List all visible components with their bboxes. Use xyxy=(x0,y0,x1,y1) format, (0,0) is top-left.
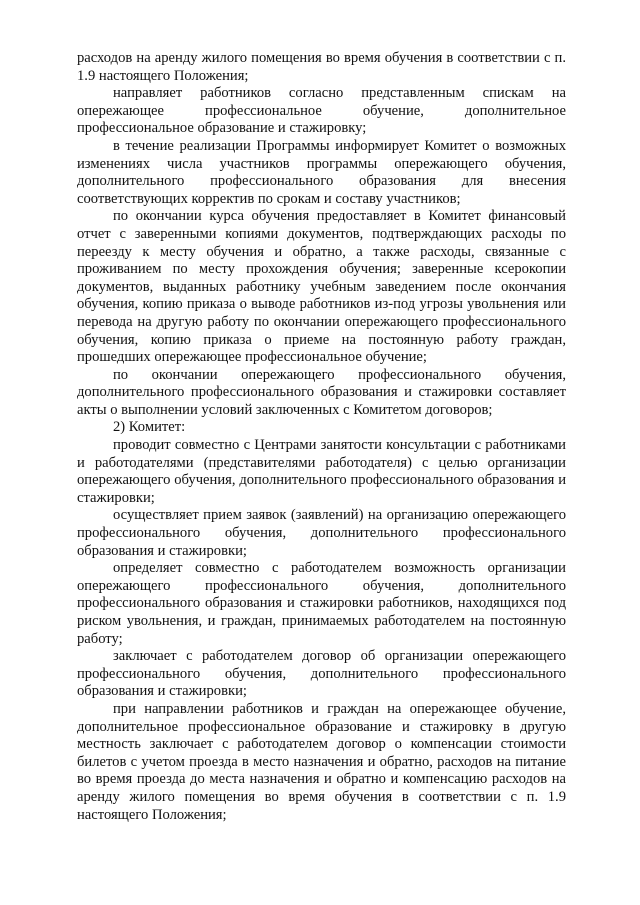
paragraph-continuation: расходов на аренду жилого помещения во время обучения в соответствии с п. 1.9 настоящего Положения; xyxy=(77,50,566,84)
paragraph-accepts-applications: осуществляет прием заявок (заявлений) на организацию опережающего профессионального обучения, дополнительного профессионального образования и стажировки; xyxy=(77,507,566,559)
paragraph-determines-possibility: определяет совместно с работодателем возможность организации опережающего профессионального обучения, дополнительного профессионального образования и стажировки работников, находящихся под риском увольнения, и граждан, принимаемых работодателем на постоянную работу; xyxy=(77,560,566,647)
paragraph-financial-report: по окончании курса обучения предоставляет в Комитет финансовый отчет с заверенными копиями документов, подтверждающих расходы по переезду к месту обучения и обратно, а также расходы, связанные с проживанием по месту прохождения обучения; заверенные ксерокопии документов, выданных работнику учебным заведением после окончания обучения, копию приказа о выводе работников из-под угрозы увольнения или перевода на другую работу по окончании опережающего профессионального обучения, копию приказа о приеме на постоянную работу граждан, прошедших опережающее профессиональное обучение; xyxy=(77,208,566,366)
document-page xyxy=(77,50,566,824)
paragraph-consultations: проводит совместно с Центрами занятости консультации с работниками и работодателями (представителями работодателя) с целью организации опережающего обучения, дополнительного профессионального образования и стажировки; xyxy=(77,437,566,506)
paragraph-compensation-contract: при направлении работников и граждан на опережающее обучение, дополнительное профессиональное образование и стажировку в другую местность заключает с работодателем договор о компенсации стоимости билетов с учетом проезда в место назначения и обратно, расходов на питание во время проезда до места назначения и обратно и компенсацию расходов на аренду жилого помещения во время обучения в соответствии с п. 1.9 настоящего Положения; xyxy=(77,700,566,823)
paragraph-concludes-contract: заключает с работодателем договор об организации опережающего профессионального обучения, дополнительного профессионального образования и стажировки; xyxy=(77,648,566,700)
paragraph-informs-committee: в течение реализации Программы информирует Комитет о возможных изменениях числа участников программы опережающего обучения, дополнительного профессионального образования для внесения соответствующих корректив по срокам и составу участников; xyxy=(77,137,566,207)
paragraph-sends-workers: направляет работников согласно представленным спискам на опережающее профессиональное обучение, дополнительное профессиональное образование и стажировку; xyxy=(77,85,566,137)
section-heading-committee: 2) Комитет: xyxy=(113,419,186,436)
paragraph-acts: по окончании опережающего профессионального обучения, дополнительного профессионального образования и стажировки составляет акты о выполнении условий заключенных с Комитетом договоров; xyxy=(77,366,566,418)
